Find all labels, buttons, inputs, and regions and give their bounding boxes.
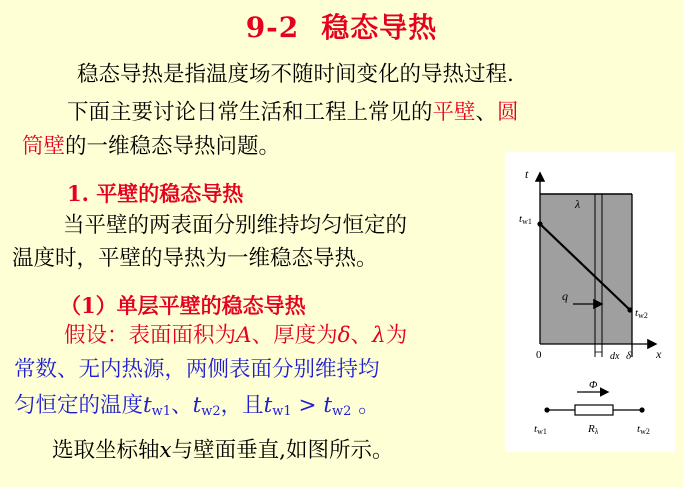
tw1-point [537, 221, 542, 226]
tw1-label: tw1 [519, 213, 532, 226]
subsection-heading: （1）单层平壁的稳态导热 [60, 293, 306, 318]
para1-line-1: 当平壁的两表面分别维持均匀恒定的 [63, 213, 408, 238]
page-title [0, 6, 683, 46]
dx-label: dx [610, 351, 620, 362]
tw2-label: tw2 [635, 307, 648, 320]
resistor-label: Rλ [588, 423, 599, 436]
intro-line-1: 稳态导热是指温度场不随时间变化的导热过程. [77, 62, 514, 87]
t-axis-label: t [525, 167, 529, 181]
choose-axis-line: 选取坐标轴x与壁面垂直,如图所示。 [52, 438, 394, 463]
title-number: 9-2 [245, 11, 300, 44]
circuit-node-right [639, 407, 644, 412]
plane-wall-figure [505, 152, 675, 452]
origin-label: 0 [536, 349, 542, 361]
q-label: q [562, 289, 568, 303]
figure-svg [505, 152, 675, 452]
term-cylinder-a: 圆 [497, 100, 519, 125]
circuit-node-left [544, 407, 549, 412]
assume-line-2: 常数、无内热源，两侧表面分别维持均 [14, 357, 380, 382]
term-flat-wall: 平壁 [432, 100, 476, 125]
tw2-point [627, 307, 632, 312]
x-axis-label: x [656, 347, 662, 361]
intro-line-2: 下面主要讨论日常生活和工程上常见的平壁、圆 [67, 100, 519, 125]
para1-line-2: 温度时，平壁的导热为一维稳态导热。 [12, 246, 378, 271]
title-text: 稳态导热 [321, 11, 438, 44]
phi-label: Φ [589, 379, 598, 391]
thermal-resistor [575, 405, 613, 415]
intro-line-3: 筒壁的一维稳态导热问题。 [22, 134, 281, 159]
lambda-label: λ [575, 197, 581, 211]
circuit-tw2-label: tw2 [637, 423, 650, 436]
term-cylinder-b: 筒壁 [22, 134, 66, 159]
delta-label: δ [626, 350, 632, 362]
assume-line-1: 假设：表面面积为A、厚度为δ、λ为 [64, 323, 408, 348]
assume-line-3: 匀恒定的温度$t_{w1}$、$t_{w2}$，且$t_{w1} > t_{w2}$ 。 [14, 393, 380, 419]
section-heading: 1. 平壁的稳态导热 [67, 181, 244, 206]
circuit-tw1-label: tw1 [534, 423, 547, 436]
